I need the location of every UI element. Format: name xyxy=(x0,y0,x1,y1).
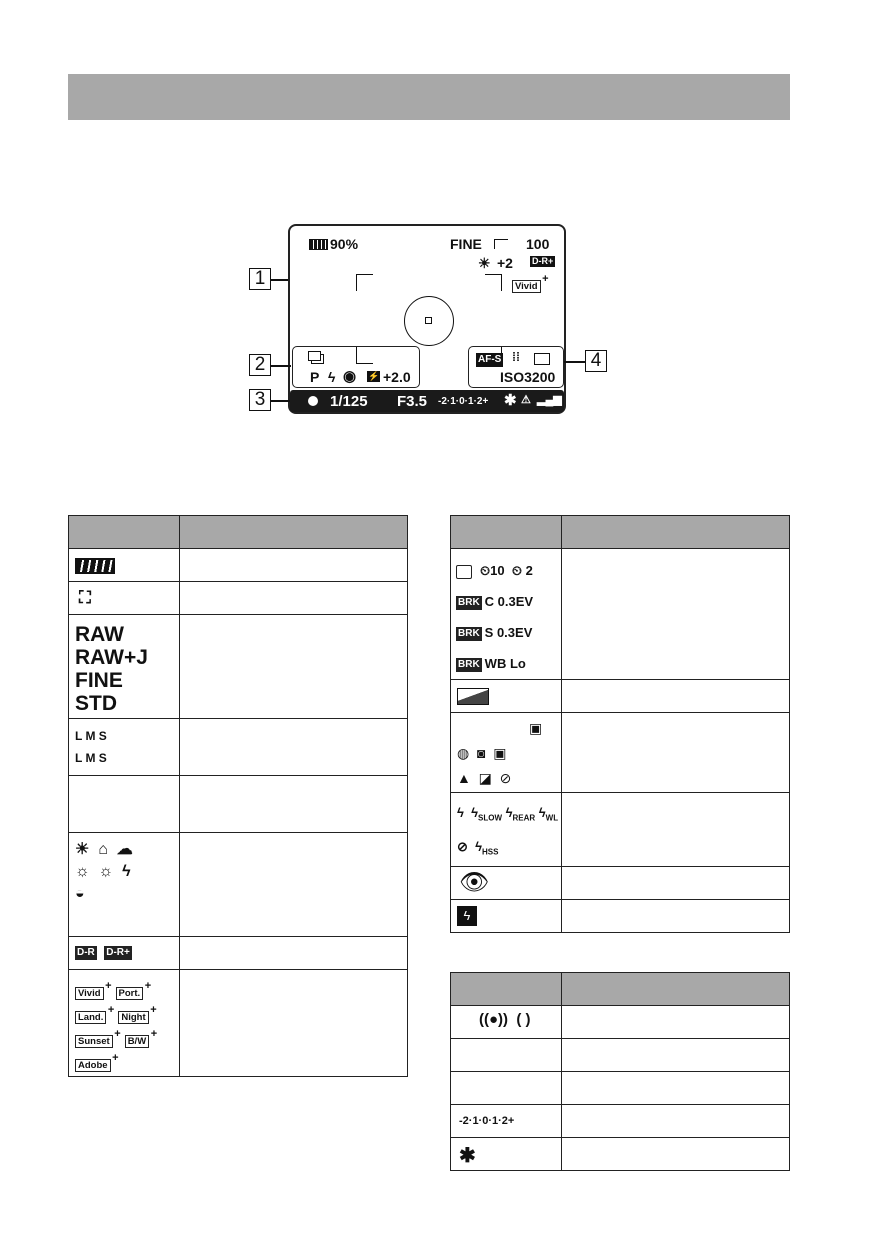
quality-fine: FINE xyxy=(75,669,123,692)
af-area-icon: ⁞⁞ xyxy=(512,350,520,364)
table-row xyxy=(451,1039,562,1072)
steadyshot-icons: ((●)) ( ) xyxy=(479,1011,531,1028)
quality-raw: RAW xyxy=(75,623,124,646)
sun-icon: ☀ xyxy=(478,255,491,271)
drive-mode-icons: ⏲10 ⏲ 2 xyxy=(456,555,561,586)
iso-value: ISO3200 xyxy=(500,369,556,385)
table-row xyxy=(69,970,180,1077)
exposure-info-bar xyxy=(290,390,564,412)
exposure-scale: -2·1·0·1·2+ xyxy=(438,396,489,407)
scene-mode-icons: ▣ ◍ ◙ ▣ ▲ ◪ ⊘ xyxy=(457,720,543,786)
image-size-icons: L M S xyxy=(75,729,107,743)
callout-line-4 xyxy=(564,361,585,363)
table-row xyxy=(451,1138,562,1171)
exposure-value: +2 xyxy=(497,255,513,271)
flash-comp-value: +2.0 xyxy=(383,369,411,385)
right-icon-table xyxy=(450,515,790,933)
shutter-speed: 1/125 xyxy=(330,393,368,410)
image-size-icon xyxy=(494,239,508,249)
record-dot-icon xyxy=(308,396,318,406)
quality-std: STD xyxy=(75,692,117,715)
flash-comp-icon: ϟ xyxy=(457,906,477,926)
table-row xyxy=(451,680,562,713)
red-eye-icon: 👁 xyxy=(459,869,490,897)
style-night: Night + xyxy=(118,1011,148,1024)
table-row xyxy=(451,793,562,867)
style-vivid: Vivid + xyxy=(75,987,104,1000)
frames-remaining: 100 xyxy=(526,236,550,252)
dro-icon: D-R+ xyxy=(532,256,554,266)
style-landscape: Land. + xyxy=(75,1011,106,1024)
bottom-icon-table xyxy=(450,972,790,1171)
table-row xyxy=(451,900,562,933)
style-sunset: Sunset + xyxy=(75,1035,113,1048)
callout-1: 1 xyxy=(249,268,271,290)
panorama-size-icons: L M S xyxy=(75,751,107,765)
table-row xyxy=(69,776,180,833)
ae-lock-icon: ✱ xyxy=(459,1145,476,1167)
callout-line-3 xyxy=(271,400,290,402)
table-row xyxy=(69,937,180,970)
bracket-continuous: BRK C 0.3EV xyxy=(458,594,534,609)
dro-plus-icon: D-R+ xyxy=(106,946,130,958)
callout-line-2 xyxy=(271,365,291,367)
signal-bars-icon: ▂▄▆ xyxy=(537,394,562,406)
flash-icon: ϟ xyxy=(328,369,336,385)
ae-lock-icon: ✱ xyxy=(504,392,517,409)
battery-percent: 90% xyxy=(330,236,359,252)
exposure-scale: -2·1·0·1·2+ xyxy=(459,1115,515,1127)
table-row xyxy=(69,549,180,582)
focus-mode-badge: AF-S xyxy=(478,354,502,365)
table-row xyxy=(69,719,180,776)
white-balance-icons: ☀ ⌂ ☁ ☼ ☼ ϟ ◒ xyxy=(75,841,133,902)
histogram-icon xyxy=(457,688,489,705)
left-icon-table xyxy=(68,515,408,1077)
quality-raw-jpeg: RAW+J xyxy=(75,646,148,669)
mode-label: P xyxy=(310,369,320,385)
table-row xyxy=(451,867,562,900)
flash-comp-icon: ⚡ xyxy=(368,371,380,381)
aperture-value: F3.5 xyxy=(397,393,428,410)
flash-mode-icons: ϟ $ϟ_{SLOW}$ $ϟ_{REAR}$ $ϟ_{WL}$ ⊘ $ϟ_{HSS}$ xyxy=(457,805,559,857)
table-row xyxy=(451,1006,562,1039)
callout-3: 3 xyxy=(249,389,271,411)
table-row xyxy=(451,1105,562,1138)
callout-line-1 xyxy=(271,279,288,281)
drive-mode-icon xyxy=(308,351,321,361)
callout-2: 2 xyxy=(249,354,271,376)
table-row xyxy=(451,713,562,793)
style-portrait: Port. + xyxy=(116,987,144,1000)
table-row xyxy=(69,833,180,937)
metering-icon xyxy=(534,353,550,365)
style-bw: B/W + xyxy=(125,1035,149,1048)
section-header-bar xyxy=(68,74,790,120)
bracket-single: BRK S 0.3EV xyxy=(458,625,533,640)
quality-label: FINE xyxy=(450,236,482,252)
battery-icon xyxy=(75,558,115,574)
table-row xyxy=(451,549,562,680)
lcd-display-diagram xyxy=(288,224,566,414)
table-row xyxy=(69,615,180,719)
dro-icon: D-R xyxy=(77,946,95,958)
creative-style-badge: Vivid + xyxy=(512,276,553,294)
image-area-icon: ⛶ xyxy=(79,588,91,607)
table-row xyxy=(451,1072,562,1105)
table-row xyxy=(69,582,180,615)
style-adobe: Adobe + xyxy=(75,1059,111,1072)
bracket-white-balance: BRK WB Lo xyxy=(458,656,526,671)
red-eye-icon: ◉ xyxy=(343,368,357,385)
steadyshot-icon: ⚠ xyxy=(521,394,531,406)
callout-4: 4 xyxy=(585,350,607,372)
battery-icon xyxy=(309,239,328,250)
